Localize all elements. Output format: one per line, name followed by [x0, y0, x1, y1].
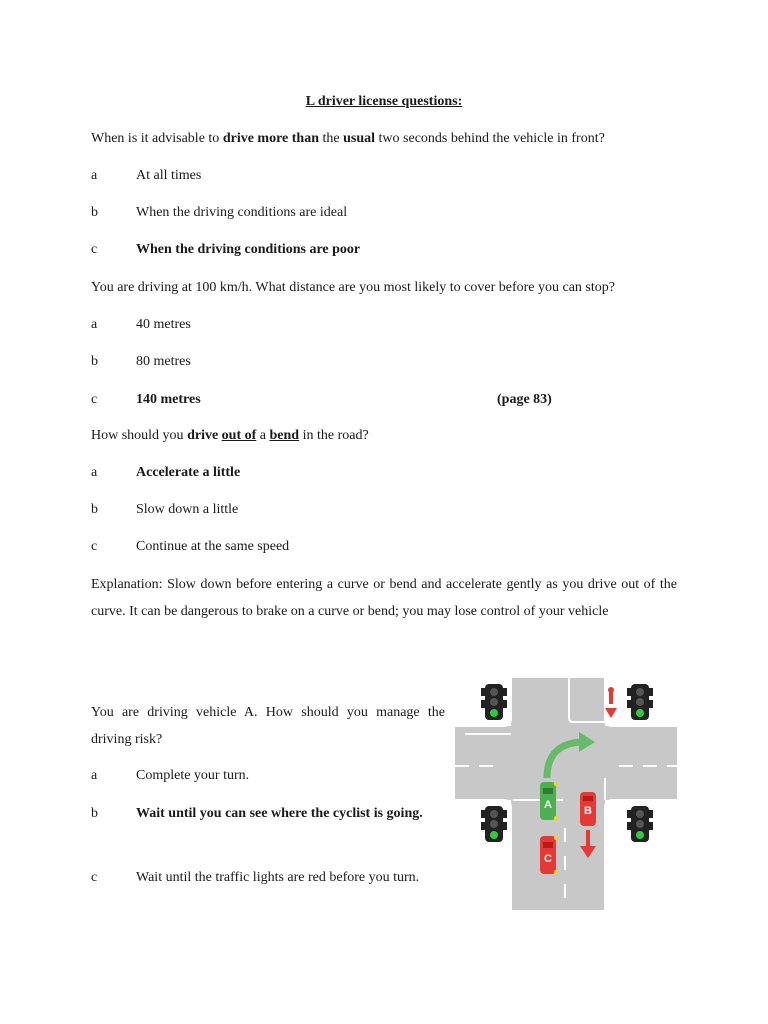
svg-text:C: C: [544, 853, 552, 865]
horizontal-road: [455, 726, 677, 800]
q3-option-a: a Accelerate a little: [91, 465, 241, 480]
q4-option-b: b Wait until you can see where the cyclist is going.: [91, 806, 423, 821]
question-3: How should you drive out of a bend in the road?: [91, 428, 369, 443]
svg-text:A: A: [544, 799, 552, 811]
q2-option-c: c 140 metres: [91, 392, 201, 407]
q1-option-b: b When the driving conditions are ideal: [91, 205, 348, 220]
page-title: L driver license questions:: [305, 94, 463, 109]
q4-option-c: c Wait until the traffic lights are red before you turn.: [91, 870, 420, 885]
question-2: You are driving at 100 km/h. What distance are you most likely to cover before you can stop?: [91, 280, 615, 295]
explanation: Explanation: Slow down before entering a curve or bend and accelerate gently as you drive out of the curve. It can be dangerous to brake on a curve or bend; you may lose control of your vehicle: [91, 577, 677, 619]
q3-option-b: b Slow down a little: [91, 502, 239, 517]
car-a: [540, 782, 558, 820]
question-4: You are driving vehicle A. How should you manage the driving risk?: [91, 705, 445, 747]
car-c: [540, 836, 558, 874]
q4-option-a: a Complete your turn.: [91, 768, 250, 783]
page-reference: (page 83): [497, 392, 552, 407]
q1-option-a: a At all times: [91, 168, 202, 183]
svg-text:B: B: [584, 805, 592, 817]
question-1: When is it advisable to drive more than the usual two seconds behind the vehicle in front?: [91, 131, 605, 146]
car-b: [580, 792, 596, 858]
q3-option-c: c Continue at the same speed: [91, 539, 290, 554]
q1-option-c: c When the driving conditions are poor: [91, 242, 361, 257]
q2-option-a: a 40 metres: [91, 317, 191, 332]
intersection-diagram: [455, 678, 677, 910]
q2-option-b: b 80 metres: [91, 354, 191, 369]
